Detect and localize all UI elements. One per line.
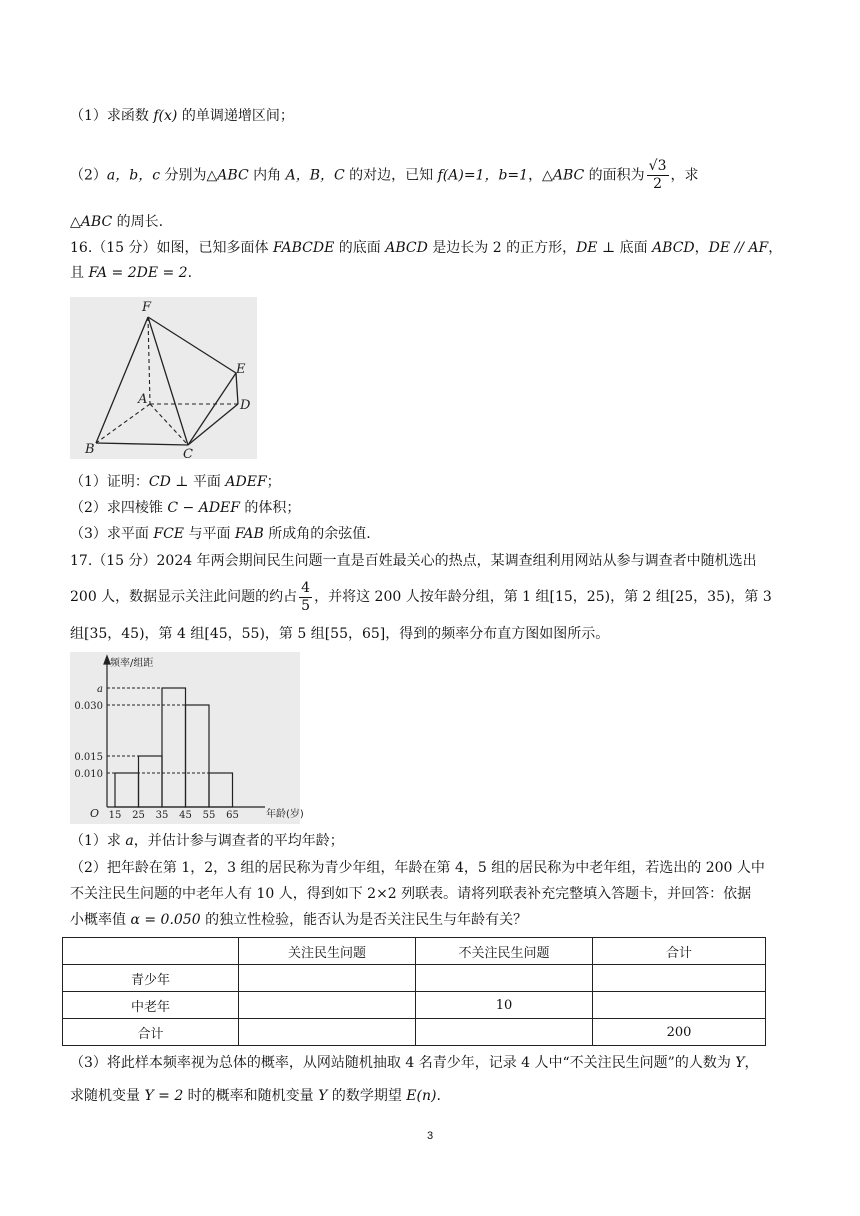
math: ABC <box>217 167 249 184</box>
histogram-bar <box>186 705 210 807</box>
q16-part3 <box>70 524 371 544</box>
histogram-bar <box>115 773 139 807</box>
q17-part2-line1: （2）把年龄在第 1，2，3 组的居民称为青少年组，年龄在第 4，5 组的居民称为中老年组，若选出的 200 人中 <box>70 860 765 876</box>
table-cell <box>239 965 416 992</box>
table-cell: 10 <box>416 992 593 1019</box>
text: 的体积； <box>239 500 301 516</box>
text: （1）证明： <box>70 474 149 490</box>
text: 与平面 <box>184 526 235 542</box>
table-row <box>63 1019 766 1046</box>
x-tick-label: 55 <box>202 810 216 821</box>
fraction-four-fifths <box>299 580 312 615</box>
text: ，△ <box>528 167 553 184</box>
table-header-cell <box>63 938 239 965</box>
text: ，并估计参与调查者的平均年龄； <box>133 833 344 849</box>
x-tick-label: 35 <box>155 810 169 821</box>
q17-part1 <box>70 831 344 851</box>
table-cell <box>416 965 593 992</box>
table-cell: 200 <box>593 1019 766 1046</box>
text: （3）将此样本频率视为总体的概率，从网站随机抽取 4 名青少年，记录 4 人中“不关注民生问题”的人数为 <box>70 1055 736 1071</box>
polyhedron-diagram <box>70 297 257 462</box>
math: DE // AF <box>708 240 769 256</box>
area-fraction <box>647 158 669 193</box>
text: 且 <box>70 265 89 281</box>
q16-part2 <box>70 498 300 518</box>
text: ， <box>768 240 783 256</box>
x-tick-label: 65 <box>226 810 239 821</box>
q17-part3-line1 <box>70 1053 759 1073</box>
text: 求随机变量 <box>70 1088 145 1104</box>
vertex-label-F: F <box>142 300 152 315</box>
math: f(x) <box>153 108 178 124</box>
math: A，B，C <box>285 167 345 184</box>
text: 小概率值 <box>70 912 131 928</box>
x-tick-label: 15 <box>108 810 122 821</box>
table-row <box>63 965 766 992</box>
vertex-label-E: E <box>236 362 246 377</box>
math: α = 0.050 <box>130 912 201 928</box>
edge-AC <box>150 404 188 445</box>
fraction-numerator: 4 <box>301 579 311 596</box>
table-cell <box>593 965 766 992</box>
math: FAB <box>234 526 264 542</box>
polyhedron-figure <box>70 297 257 462</box>
text: 的周长. <box>112 214 164 230</box>
contingency-table <box>62 937 766 1046</box>
table-cell <box>593 992 766 1019</box>
text: 的独立性检验，能否认为是否关注民生与年龄有关？ <box>200 912 528 928</box>
text: . <box>187 265 193 281</box>
text: （1）求函数 <box>70 108 154 124</box>
edge-FB <box>96 317 148 443</box>
table-cell <box>416 1019 593 1046</box>
math: E(n) <box>406 1088 437 1104</box>
histogram-bar <box>139 756 163 807</box>
math: f(A)=1，b=1 <box>437 167 529 184</box>
edge-BC <box>96 443 188 445</box>
vertex-label-B: B <box>85 442 95 457</box>
edge-ED <box>236 373 238 404</box>
text: ，求 <box>670 167 699 184</box>
edge-FE <box>148 317 236 373</box>
text: （3）求平面 <box>70 526 154 542</box>
fraction-numerator: √3 <box>648 158 667 174</box>
q17-line3: 组[35，45)，第 4 组[45，55)，第 5 组[55，65]，得到的频率分布直方图如图所示。 <box>70 626 610 642</box>
text: 的底面 <box>334 240 386 256</box>
text: ⊥ 平面 <box>170 474 226 490</box>
histogram-chart <box>70 652 304 824</box>
math: Y = 2 <box>144 1088 184 1104</box>
text: 时的概率和随机变量 <box>183 1088 319 1104</box>
edge-CE <box>188 373 236 445</box>
table-cell: 青少年 <box>63 965 239 992</box>
origin-label: O <box>90 807 100 820</box>
y-axis-label: 频率/组距 <box>110 658 154 669</box>
text: 的面积为 <box>584 167 645 184</box>
math: C − ADEF <box>167 500 240 516</box>
text: ⊥ 底面 <box>597 240 653 256</box>
text: 16.（15 分）如图，已知多面体 <box>70 240 273 256</box>
text: ， <box>694 240 709 256</box>
table-cell: 合计 <box>63 1019 239 1046</box>
table-cell: 中老年 <box>63 992 239 1019</box>
text: 分别为△ <box>160 167 218 184</box>
text: ； <box>266 474 281 490</box>
text: 的数学期望 <box>327 1088 407 1104</box>
page-number: 3 <box>426 1130 434 1142</box>
x-tick-label: 45 <box>179 810 192 821</box>
table-header-cell: 合计 <box>593 938 766 965</box>
text: （2）求四棱锥 <box>70 500 168 516</box>
text: 所成角的余弦值. <box>263 526 371 542</box>
table-row <box>63 992 766 1019</box>
q17-part2-line3 <box>70 910 527 930</box>
table-header-row <box>63 938 766 965</box>
edge-FC <box>148 317 188 445</box>
vertex-label-D: D <box>240 398 251 413</box>
math: ABCD <box>385 240 428 256</box>
histogram-bar <box>209 773 233 807</box>
vertex-label-C: C <box>183 447 193 462</box>
math: ABC <box>552 167 585 184</box>
q17-line1: 17.（15 分）2024 年两会期间民生问题一直是百姓最关心的热点，某调查组利用网站从参与调查者中随机选出 <box>70 553 757 569</box>
q17-part3-line2 <box>70 1086 441 1106</box>
text: ，并将这 200 人按年龄分组，第 1 组[15，25)，第 2 组[25，35)，第 3 <box>314 589 772 605</box>
edge-FA <box>148 317 150 404</box>
q15-part1 <box>70 106 294 126</box>
table-header-cell: 关注民生问题 <box>239 938 416 965</box>
fraction-denominator: 5 <box>301 597 311 614</box>
text: 内角 <box>248 167 286 184</box>
q15-part2 <box>70 158 699 193</box>
math: CD <box>148 474 171 490</box>
text: （2） <box>70 167 107 184</box>
table-cell <box>239 1019 416 1046</box>
edge-CD <box>188 404 238 445</box>
y-tick-label: 0.030 <box>74 701 103 712</box>
text: 是边长为 2 的正方形， <box>427 240 577 256</box>
q16-part1 <box>70 472 281 492</box>
q16-line1 <box>70 238 782 258</box>
text: （1）求 <box>70 833 126 849</box>
math: a，b，c <box>106 167 161 184</box>
x-tick-label: 25 <box>132 810 145 821</box>
q16-line2 <box>70 263 192 283</box>
q15-part2-cont <box>70 212 163 232</box>
math: a <box>125 833 134 849</box>
table-header-cell: 不关注民生问题 <box>416 938 593 965</box>
math: FCE <box>153 526 185 542</box>
x-axis-label: 年龄(岁) <box>266 809 304 820</box>
text: ， <box>744 1055 759 1071</box>
y-tick-label: 0.010 <box>74 769 103 780</box>
math: Y <box>318 1088 328 1104</box>
math: ABCD <box>652 240 695 256</box>
y-tick-label: a <box>97 684 103 695</box>
math: FABCDE <box>272 240 335 256</box>
table-cell <box>239 992 416 1019</box>
q17-part2-line2: 不关注民生问题的中老年人有 10 人，得到如下 2×2 列联表。请将列联表补充完整填入答题卡，并回答：依据 <box>70 886 752 902</box>
vertex-label-A: A <box>138 392 148 407</box>
math: ABC <box>80 214 113 230</box>
text: 的单调递增区间； <box>177 108 294 124</box>
text: 200 人，数据显示关注此问题的约占 <box>70 589 298 605</box>
math: ADEF <box>225 474 267 490</box>
histogram-figure <box>70 652 304 824</box>
text: . <box>436 1088 441 1104</box>
fraction-denominator: 2 <box>653 176 663 192</box>
math: Y <box>735 1055 745 1071</box>
math: DE <box>576 240 598 256</box>
text: 的对边，已知 <box>344 167 438 184</box>
text: △ <box>70 214 81 230</box>
histogram-bar <box>162 688 186 807</box>
math: FA = 2DE = 2 <box>88 265 188 281</box>
y-tick-label: 0.015 <box>74 752 103 763</box>
q17-line2 <box>70 578 772 616</box>
